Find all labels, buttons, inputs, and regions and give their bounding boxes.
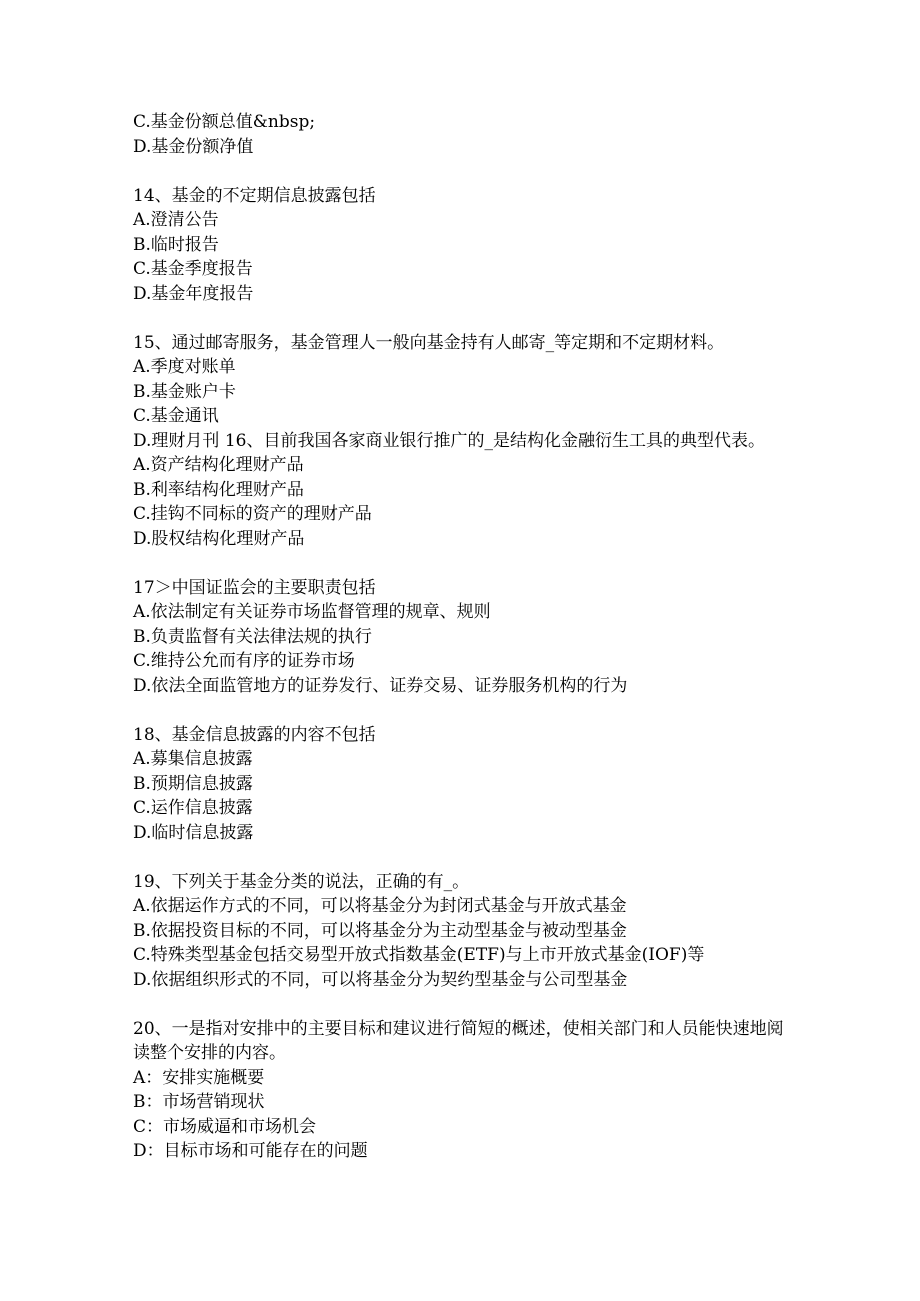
- option-b: B.临时报告: [133, 234, 219, 255]
- option-d: D.股权结构化理财产品: [133, 528, 305, 549]
- option-b: B.基金账户卡: [133, 381, 236, 402]
- option-d: D：目标市场和可能存在的问题: [133, 1141, 368, 1161]
- option-c: C.基金份额总值&nbsp;: [133, 112, 316, 132]
- spacer: [133, 845, 793, 870]
- option-d: D.依法全面监管地方的证券发行、证券交易、证券服务机构的行为: [133, 675, 628, 696]
- option-c: C：市场威逼和市场机会: [133, 1116, 317, 1137]
- option-a: A：安排实施概要: [133, 1067, 265, 1088]
- question-text: 18、基金信息披露的内容不包括: [133, 724, 376, 745]
- question-text: 19、下列关于基金分类的说法，正确的有_。: [133, 871, 470, 892]
- question-14: [133, 184, 793, 307]
- option-d: D.临时信息披露: [133, 822, 254, 843]
- question-20: [133, 1017, 793, 1164]
- question-19: [133, 870, 793, 993]
- option-a: A.资产结构化理财产品: [133, 455, 304, 475]
- option-c: C.挂钩不同标的资产的理财产品: [133, 504, 372, 524]
- option-b: B.依据投资目标的不同，可以将基金分为主动型基金与被动型基金: [133, 920, 627, 941]
- question-13-tail: [133, 110, 793, 159]
- option-c: C.维持公允而有序的证券市场: [133, 651, 355, 671]
- spacer: [133, 698, 793, 723]
- spacer: [133, 551, 793, 576]
- option-a: A.澄清公告: [133, 210, 219, 230]
- option-d: D.基金年度报告: [133, 283, 254, 304]
- question-17: [133, 576, 793, 699]
- question-text: 17＞中国证监会的主要职责包括: [133, 577, 376, 598]
- option-d: D.基金份额净值: [133, 136, 254, 157]
- option-a: A.依据运作方式的不同，可以将基金分为封闭式基金与开放式基金: [133, 896, 627, 916]
- option-d: D.依据组织形式的不同，可以将基金分为契约型基金与公司型基金: [133, 969, 628, 990]
- option-b: B.预期信息披露: [133, 773, 253, 794]
- option-a: A.依法制定有关证券市场监督管理的规章、规则: [133, 602, 491, 622]
- spacer: [133, 159, 793, 184]
- question-text: 15、通过邮寄服务，基金管理人一般向基金持有人邮寄_等定期和不定期材料。: [133, 332, 725, 353]
- question-18: [133, 723, 793, 846]
- option-b: B.负责监督有关法律法规的执行: [133, 626, 372, 647]
- question-text: 20、一是指对安排中的主要目标和建议进行简短的概述，使相关部门和人员能快速地阅读整个安排的内容。: [133, 1018, 784, 1063]
- option-c: C.基金通讯: [133, 406, 219, 426]
- document-body: [133, 110, 793, 1164]
- option-d: D.理财月刊 16、目前我国各家商业银行推广的_是结构化金融衍生工具的典型代表。: [133, 430, 765, 451]
- option-c: C.特殊类型基金包括交易型开放式指数基金(ETF)与上市开放式基金(IOF)等: [133, 945, 705, 965]
- spacer: [133, 992, 793, 1017]
- question-15: [133, 331, 793, 454]
- option-b: B.利率结构化理财产品: [133, 479, 304, 500]
- option-c: C.基金季度报告: [133, 259, 253, 279]
- question-16: [133, 453, 793, 551]
- option-c: C.运作信息披露: [133, 798, 253, 818]
- option-b: B：市场营销现状: [133, 1092, 265, 1112]
- option-a: A.募集信息披露: [133, 749, 253, 769]
- question-text: 14、基金的不定期信息披露包括: [133, 185, 376, 206]
- spacer: [133, 306, 793, 331]
- option-a: A.季度对账单: [133, 357, 236, 377]
